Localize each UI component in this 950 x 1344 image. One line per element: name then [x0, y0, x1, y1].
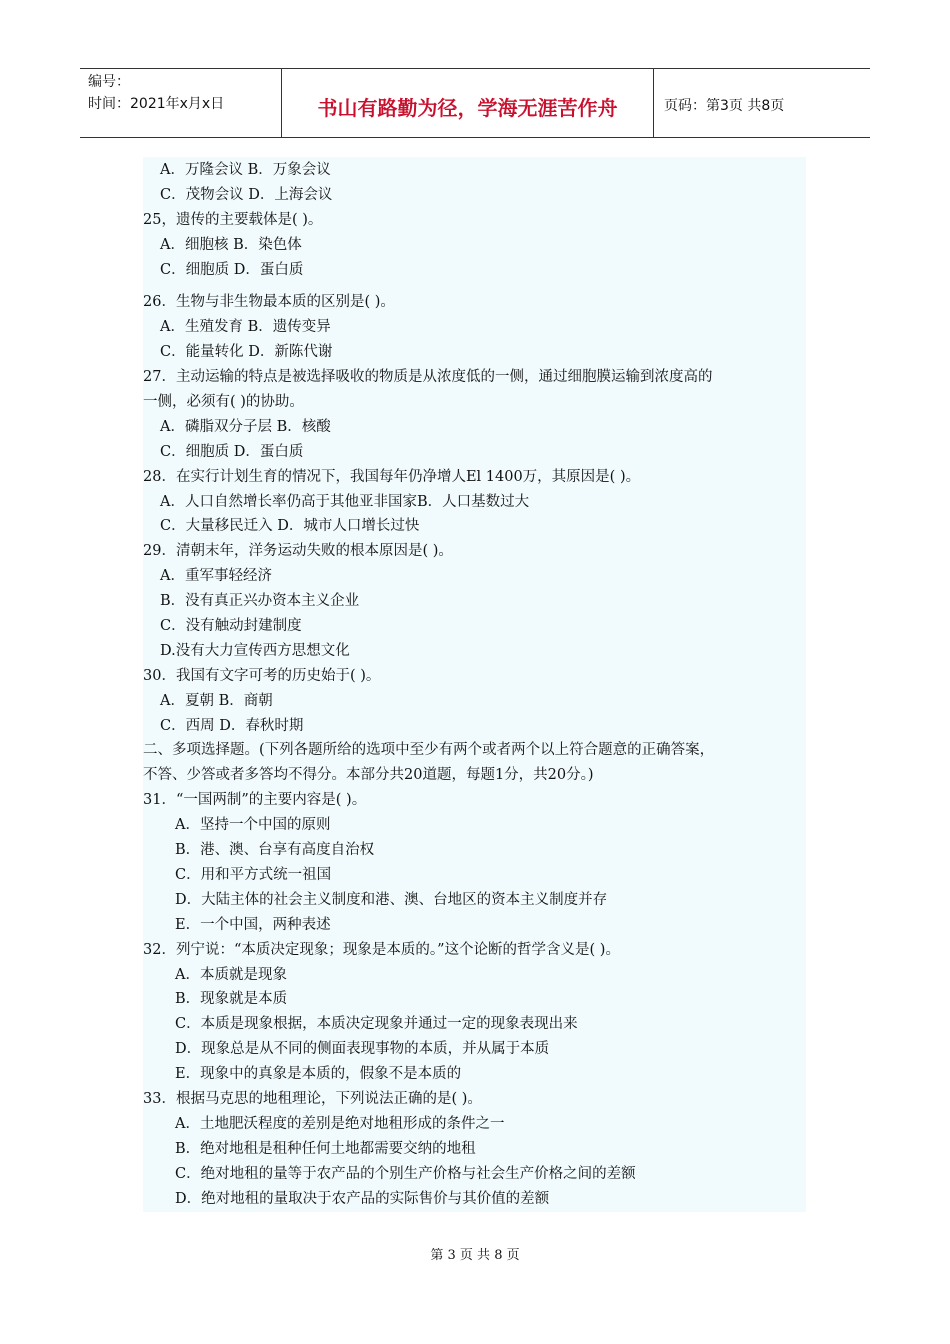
q33-option-d: D．绝对地租的量取决于农产品的实际售价与其价值的差额: [175, 1190, 550, 1207]
q30-question: 30．我国有文字可考的历史始于( )。: [143, 667, 381, 684]
q31-option-b: B．港、澳、台享有高度自治权: [175, 842, 375, 859]
q31-option-c: C．用和平方式统一祖国: [175, 866, 332, 883]
q33-option-a: A．土地肥沃程度的差别是绝对地租形成的条件之一: [175, 1115, 505, 1132]
q29-option-b: B．没有真正兴办资本主义企业: [160, 593, 360, 610]
q25-options-cd: C．细胞质 D．蛋白质: [160, 261, 304, 278]
q32-question: 32．列宁说：“本质决定现象；现象是本质的。”这个论断的哲学含义是( )。: [143, 941, 620, 958]
page-footer: 第 3 页 共 8 页: [430, 1248, 520, 1263]
document-number-label: 编号：: [88, 74, 130, 90]
header-page-info: 页码：第3页 共8页: [664, 98, 785, 114]
q28-options-cd: C．大量移民迁入 D．城市人口增长过快: [160, 518, 420, 535]
spacer: [143, 282, 806, 290]
q27-question-line1: 27．主动运输的特点是被选择吸收的物质是从浓度低的一侧，通过细胞膜运输到浓度高的: [143, 369, 713, 386]
q27-options-ab: A．磷脂双分子层 B．核酸: [160, 418, 331, 435]
q26-question: 26．生物与非生物最本质的区别是( )。: [143, 294, 395, 311]
page-header: [80, 68, 870, 138]
q31-question: 31．“一国两制”的主要内容是( )。: [143, 792, 367, 809]
q26-options-ab: A．生殖发育 B．遗传变异: [160, 319, 331, 336]
q27-question-line2: 一侧，必须有( )的协助。: [143, 394, 304, 411]
q29-option-d: D.没有大力宣传西方思想文化: [160, 642, 350, 659]
q24-options-ab: A．万隆会议 B．万象会议: [160, 162, 331, 178]
q28-options-ab: A．人口自然增长率仍高于其他亚非国家B．人口基数过大: [160, 493, 530, 510]
q33-option-b: B．绝对地租是租种任何土地都需要交纳的地租: [175, 1140, 476, 1157]
q29-option-c: C．没有触动封建制度: [160, 618, 302, 635]
q33-question: 33．根据马克思的地租理论，下列说法正确的是( )。: [143, 1090, 482, 1107]
q32-option-e: E．现象中的真象是本质的，假象不是本质的: [175, 1066, 462, 1083]
q32-option-c: C．本质是现象根据，本质决定现象并通过一定的现象表现出来: [175, 1016, 578, 1033]
section2-heading-line2: 不答、少答或者多答均不得分。本部分共20道题，每题1分，共20分。): [143, 767, 594, 784]
q24-options-cd: C．茂物会议 D．上海会议: [160, 186, 333, 203]
q31-option-d: D．大陆主体的社会主义制度和港、澳、台地区的资本主义制度并存: [175, 891, 608, 908]
q30-options-cd: C．西周 D．春秋时期: [160, 717, 304, 734]
q27-options-cd: C．细胞质 D．蛋白质: [160, 443, 304, 460]
q28-question: 28．在实行计划生育的情况下，我国每年仍净增人El 1400万，其原因是( )。: [143, 468, 641, 485]
question-content: [143, 157, 806, 1212]
q32-option-d: D．现象总是从不同的侧面表现事物的本质，并从属于本质: [175, 1041, 550, 1058]
q29-question: 29．清朝末年，洋务运动失败的根本原因是( )。: [143, 543, 453, 560]
q29-option-a: A．重军事轻经济: [160, 568, 272, 585]
q31-option-a: A．坚持一个中国的原则: [175, 817, 331, 834]
q33-option-c: C．绝对地租的量等于农产品的个别生产价格与社会生产价格之间的差额: [175, 1165, 636, 1182]
header-meta: [80, 69, 282, 137]
q31-option-e: E．一个中国，两种表述: [175, 916, 331, 933]
q25-options-ab: A．细胞核 B．染色体: [160, 236, 302, 253]
q32-option-b: B．现象就是本质: [175, 991, 288, 1008]
q25-question: 25，遗传的主要载体是( )。: [143, 211, 323, 228]
header-motto: 书山有路勤为径，学海无涯苦作舟: [282, 69, 654, 137]
section2-heading-line1: 二、多项选择题。(下列各题所给的选项中至少有两个或者两个以上符合题意的正确答案，: [143, 742, 715, 759]
document-time-label: 时间：2021年x月x日: [88, 96, 225, 112]
q26-options-cd: C．能量转化 D．新陈代谢: [160, 344, 333, 361]
q32-option-a: A．本质就是现象: [175, 966, 287, 983]
q30-options-ab: A．夏朝 B．商朝: [160, 692, 273, 709]
